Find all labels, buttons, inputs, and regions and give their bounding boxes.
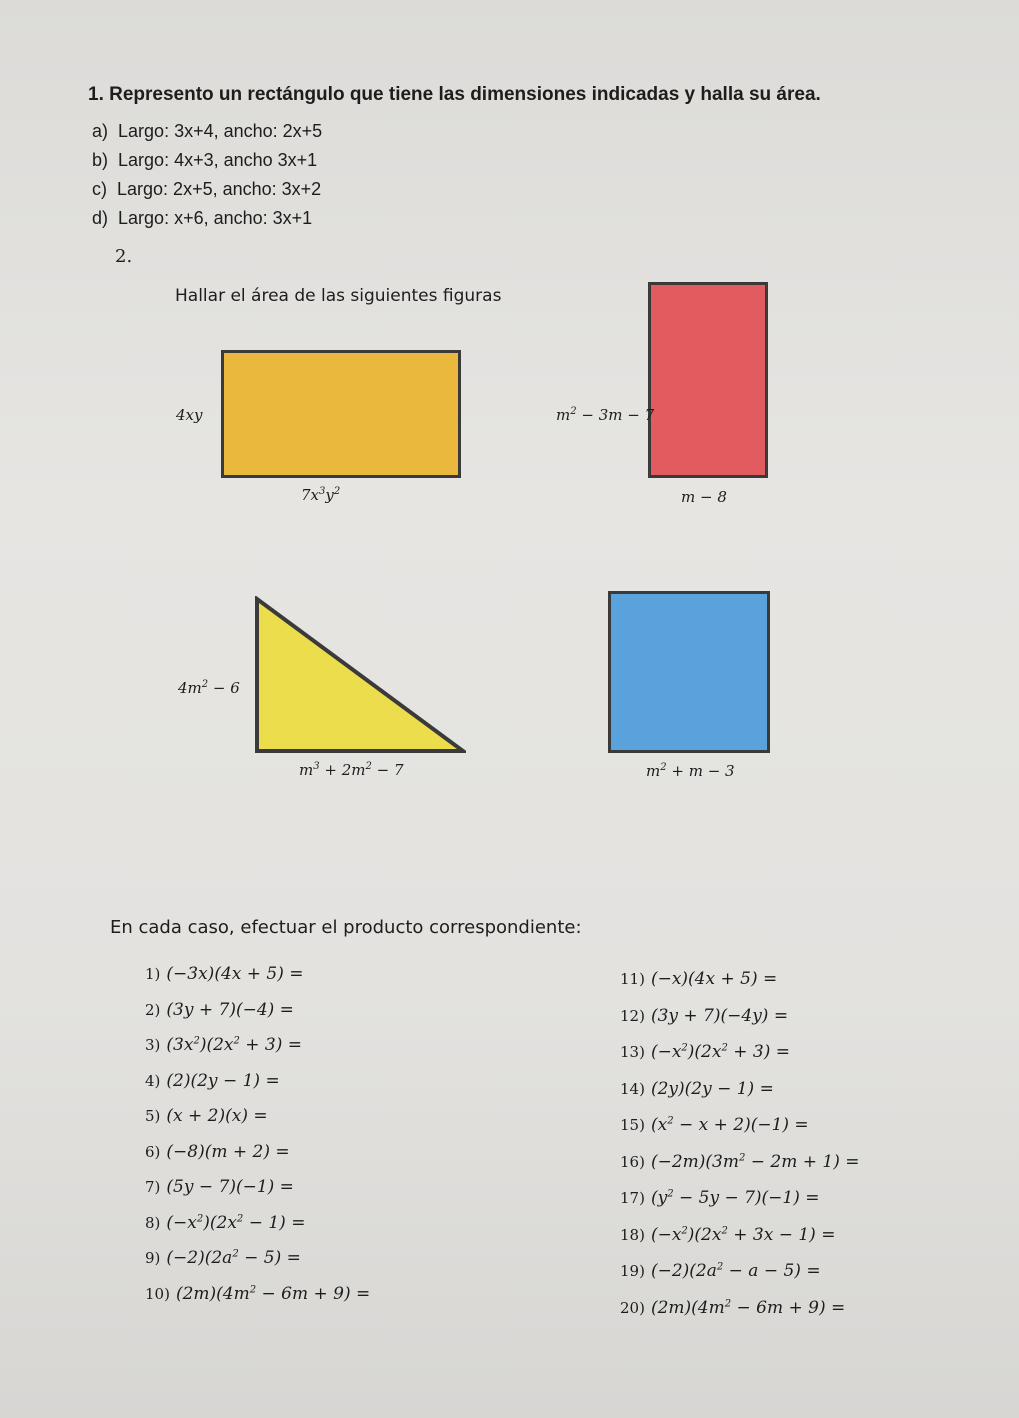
exercise-expression: $(-2)(2a^2 - 5)$ =: [166, 1248, 301, 1268]
orange-rectangle: [221, 350, 461, 478]
exercise-expression: (−x)(4x + 5) =: [650, 969, 778, 989]
yellow-triangle-base-label: $m^3 + 2m^2 - 7$: [299, 761, 404, 779]
orange-rectangle-height-label: 4xy: [176, 406, 203, 424]
exercise-1: [145, 964, 304, 984]
exercise-expression: (x + 2)(x) =: [166, 1106, 268, 1126]
exercise-10: [145, 1284, 370, 1304]
exercise-7: [145, 1177, 294, 1197]
exercise-expression: (3y + 7)(−4) =: [166, 999, 294, 1020]
exercise-expression: $(2m)(4m^2 - 6m + 9)$ =: [650, 1297, 846, 1318]
yellow-triangle-height-label: $4m^2 - 6$: [178, 679, 240, 697]
exercise-number: 9): [145, 1249, 161, 1267]
problem-1-item-c: c) Largo: 2x+5, ancho: 3x+2: [92, 179, 322, 199]
exercise-number: 3): [145, 1036, 161, 1054]
blue-square: [608, 591, 770, 753]
exercise-2: [145, 1000, 294, 1020]
exercise-expression: $(3x^2)(2x^2 + 3)$ =: [166, 1035, 303, 1055]
exercise-expression: (2y)(2y − 1) =: [650, 1078, 774, 1099]
exercise-expression: $(x^2 - x + 2)(-1)$ =: [650, 1115, 809, 1135]
exercise-3: [145, 1035, 302, 1055]
products-title: En cada caso, efectuar el producto correspondiente:: [110, 917, 582, 938]
exercise-number: 7): [145, 1178, 161, 1196]
exercise-15: [620, 1115, 809, 1135]
exercise-number: 5): [145, 1107, 161, 1125]
exercise-number: 13): [620, 1043, 645, 1061]
exercise-12: [620, 1006, 788, 1026]
exercise-number: 11): [620, 970, 645, 988]
problem-1-heading: 1. Represento un rectángulo que tiene las dimensiones indicadas y halla su área.: [88, 84, 821, 105]
exercise-number: 4): [145, 1071, 161, 1090]
exercise-number: 18): [620, 1225, 645, 1244]
exercise-5: [145, 1106, 268, 1126]
exercise-number: 20): [620, 1298, 645, 1317]
red-rectangle: [648, 282, 768, 478]
red-rectangle-height-label: $m^2 - 3m - 7$: [556, 406, 655, 424]
exercise-expression: $(-x^2)(2x^2 + 3x - 1)$ =: [650, 1224, 836, 1245]
exercise-expression: $(-2m)(3m^2 - 2m + 1)$ =: [650, 1151, 860, 1172]
exercise-expression: $(y^2 - 5y - 7)(-1)$ =: [650, 1188, 820, 1208]
orange-rectangle-base-label: $7x^3y^2$: [301, 486, 341, 504]
exercise-expression: (2)(2y − 1) =: [166, 1070, 280, 1091]
exercise-14: [620, 1079, 774, 1099]
blue-square-side-label: $m^2 + m - 3$: [646, 762, 735, 780]
exercise-9: [145, 1248, 301, 1268]
exercise-number: 14): [620, 1079, 645, 1098]
yellow-triangle: [254, 596, 466, 754]
exercise-number: 2): [145, 1000, 161, 1019]
exercise-expression: $(-2)(2a^2 - a - 5)$ =: [650, 1261, 821, 1281]
exercise-8: [145, 1213, 305, 1233]
exercise-19: [620, 1261, 821, 1281]
exercise-number: 6): [145, 1142, 161, 1161]
exercise-expression: $(-x^2)(2x^2 - 1)$ =: [166, 1212, 306, 1233]
exercise-16: [620, 1152, 859, 1172]
exercise-number: 19): [620, 1262, 645, 1280]
exercise-expression: (−8)(m + 2) =: [166, 1141, 290, 1162]
exercise-17: [620, 1188, 820, 1208]
problem-1-item-a: a) Largo: 3x+4, ancho: 2x+5: [92, 121, 323, 141]
exercise-number: 10): [145, 1284, 170, 1303]
exercise-number: 16): [620, 1152, 645, 1171]
exercise-expression: $(2m)(4m^2 - 6m + 9)$ =: [175, 1283, 371, 1304]
exercise-4: [145, 1071, 280, 1091]
exercise-number: 12): [620, 1006, 645, 1025]
problem-2-number: 2.: [115, 246, 133, 267]
exercise-20: [620, 1298, 845, 1318]
exercise-number: 1): [145, 965, 161, 983]
exercise-expression: $(-x^2)(2x^2 + 3)$ =: [650, 1042, 790, 1062]
exercise-13: [620, 1042, 790, 1062]
red-rectangle-base-label: m − 8: [681, 488, 727, 506]
figures-title: Hallar el área de las siguientes figuras: [175, 286, 502, 306]
exercise-expression: (−3x)(4x + 5) =: [166, 964, 304, 984]
exercise-expression: (3y + 7)(−4y) =: [650, 1005, 789, 1026]
exercise-11: [620, 969, 777, 989]
exercise-18: [620, 1225, 835, 1245]
problem-1-item-d: d) Largo: x+6, ancho: 3x+1: [92, 208, 313, 228]
exercise-expression: (5y − 7)(−1) =: [166, 1177, 294, 1197]
exercise-number: 17): [620, 1189, 645, 1207]
exercise-number: 15): [620, 1116, 645, 1134]
exercise-6: [145, 1142, 290, 1162]
exercise-number: 8): [145, 1213, 161, 1232]
problem-1-item-b: b) Largo: 4x+3, ancho 3x+1: [92, 150, 318, 170]
